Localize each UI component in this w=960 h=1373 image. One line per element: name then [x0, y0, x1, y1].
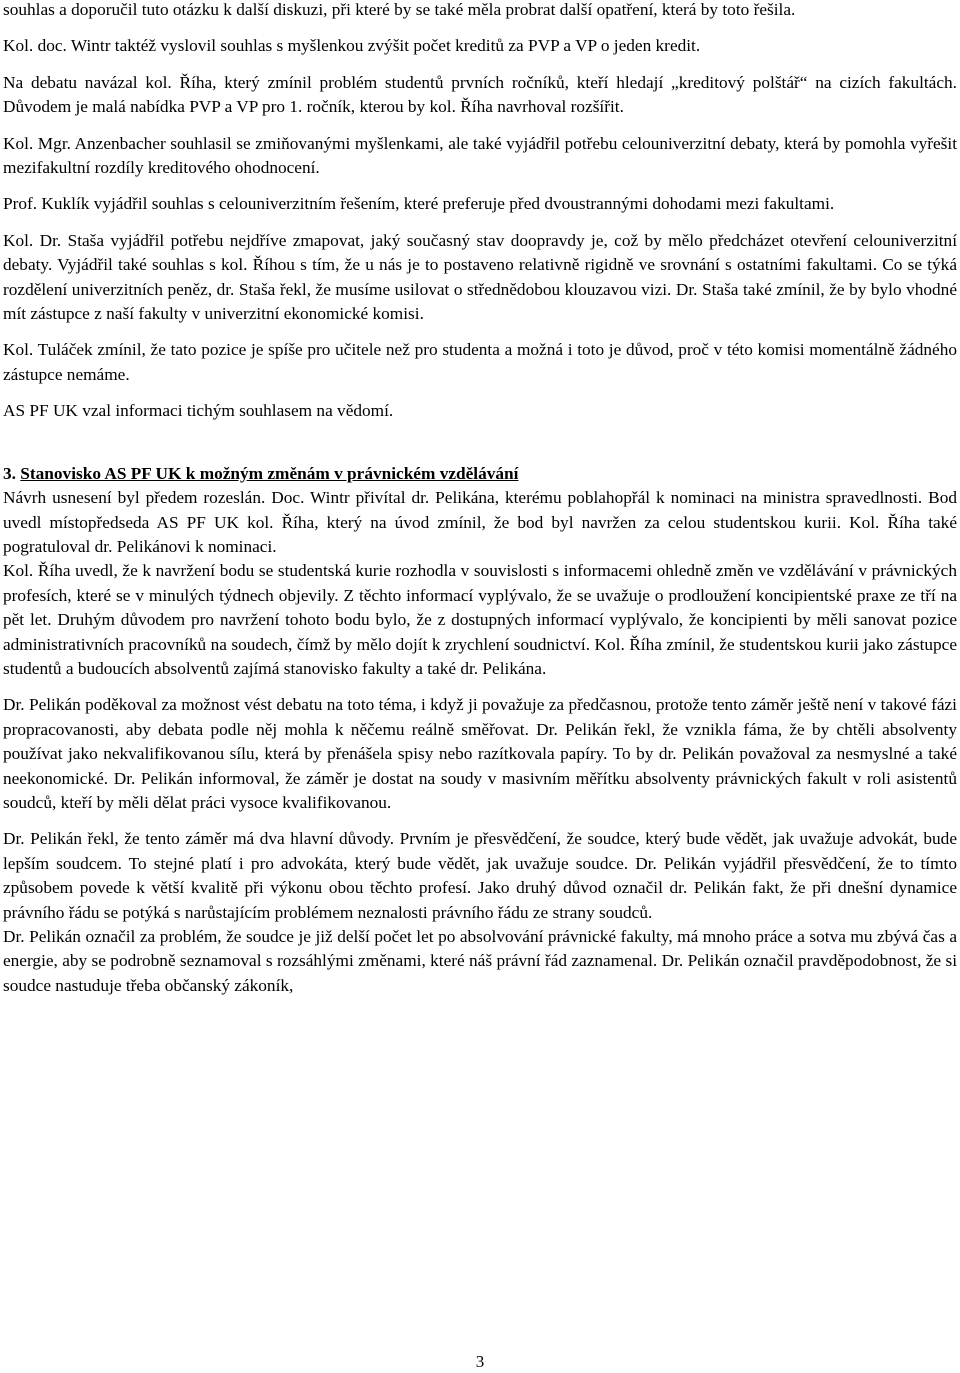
section-title: Stanovisko AS PF UK k možným změnám v právnickém vzdělávání	[20, 463, 519, 483]
paragraph: Kol. Dr. Staša vyjádřil potřebu nejdříve zmapovat, jaký současný stav doopravdy je, což by mělo předcházet otevření celouniverzitní debaty. Vyjádřil také souhlas s kol. Říhou s tím, že u nás je to postaveno relativně rigidně ve srovnání s ostatními fakultami. Co se týká rozdělení univerzitních peněz, dr. Staša řekl, že musíme usilovat o střednědobou klouzavou vizi. Dr. Staša také zmínil, že by bylo vhodné mít zástupce z naší fakulty v univerzitní ekonomické komisi.	[3, 230, 957, 324]
paragraph: Dr. Pelikán řekl, že tento záměr má dva hlavní důvody. Prvním je přesvědčení, že soudce, který bude vědět, jak uvažuje advokát, bude lepším soudcem. To stejné platí i pro advokáta, který bude vědět, jak uvažuje soudce. Dr. Pelikán vyjádřil přesvědčení, že to tímto způsobem povede k větší kvalitě při výkonu obou těchto profesí. Jako druhý důvod označil dr. Pelikán fakt, že při dnešní dynamice právního řádu se potýká s narůstajícím problémem neznalosti právního řádu ze strany soudců.	[3, 829, 957, 922]
paragraph: Prof. Kuklík vyjádřil souhlas s celouniverzitním řešením, které preferuje před dvoustrannými dohodami mezi fakultami.	[3, 194, 835, 214]
paragraph: Návrh usnesení byl předem rozeslán. Doc. Wintr přivítal dr. Pelikána, kterému poblahopřál k nominaci na ministra spravedlnosti. Bod uvedl místopředseda AS PF UK kol. Říha, který na úvod zmínil, že bod byl navržen za celou studentskou kurii. Kol. Říha také pogratuloval dr. Pelikánovi k nominaci.	[3, 488, 957, 556]
page-number: 3	[475, 1352, 485, 1371]
paragraph: Kol. Tuláček zmínil, že tato pozice je spíše pro učitele než pro studenta a možná i toto je důvod, proč v této komisi momentálně žádného zástupce nemáme.	[3, 340, 957, 384]
paragraph: souhlas a doporučil tuto otázku k další diskuzi, při které by se také měla probrat další opatření, která by toto řešila.	[3, 0, 796, 19]
section-heading	[3, 462, 957, 486]
paragraph: Kol. doc. Wintr taktéž vyslovil souhlas s myšlenkou zvýšit počet kreditů za PVP a VP o jeden kredit.	[3, 36, 701, 56]
section-number: 3.	[3, 463, 16, 483]
paragraph: Dr. Pelikán poděkoval za možnost vést debatu na toto téma, i když ji považuje za předčasnou, protože tento záměr ještě není v takové fázi propracovanosti, aby debata podle něj mohla k něčemu reálně směřovat. Dr. Pelikán řekl, že vznikla fáma, že by chtěli absolventy používat jako nekvalifikovanou sílu, která by přenášela spisy nebo razítkovala papíry. To by dr. Pelikán považoval za nesmyslné a také neekonomické. Dr. Pelikán informoval, že záměr je dostat na soudy v masivním měřítku absolventy právnických fakult v roli asistentů soudců, kteří by měli dělat práci vysoce kvalifikovanou.	[3, 695, 957, 812]
document-page	[3, 0, 957, 998]
paragraph: AS PF UK vzal informaci tichým souhlasem na vědomí.	[3, 401, 394, 421]
paragraph: Kol. Mgr. Anzenbacher souhlasil se zmiňovanými myšlenkami, ale také vyjádřil potřebu celouniverzitní debaty, která by pomohla vyřešit mezifakultní rozdíly kreditového ohodnocení.	[3, 133, 957, 178]
paragraph: Na debatu navázal kol. Říha, který zmínil problém studentů prvních ročníků, kteří hledají „kreditový polštář“ na cizích fakultách. Důvodem je malá nabídka PVP a VP pro 1. ročník, kterou by kol. Říha navrhoval rozšířit.	[3, 72, 957, 117]
paragraph: Kol. Říha uvedl, že k navržení bodu se studentská kurie rozhodla v souvislosti s informacemi ohledně změn ve vzdělávání v právnických profesích, které se v minulých týdnech objevily. Z těchto informací vyplývalo, že se uvažuje o prodloužení koncipientské praxe ze tří na pět let. Druhým důvodem pro navržení tohoto bodu bylo, že z dostupných informací vyplývalo, že koncipienti by měli sanovat pozice administrativních pracovníků na soudech, čímž by mělo dojít k zrychlení soudnictví. Kol. Říha zmínil, že studentskou kurii jako zástupce studentů a budoucích absolventů zajímá stanovisko fakulty a také dr. Pelikána.	[3, 561, 957, 678]
paragraph: Dr. Pelikán označil za problém, že soudce je již delší počet let po absolvování právnické fakulty, má mnoho práce a sotva mu zbývá čas a energie, aby se podrobně seznamoval s rozsáhlými změnami, které náš právní řád zaznamenal. Dr. Pelikán označil pravděpodobnost, že si soudce nastuduje třeba občanský zákoník,	[3, 927, 957, 995]
